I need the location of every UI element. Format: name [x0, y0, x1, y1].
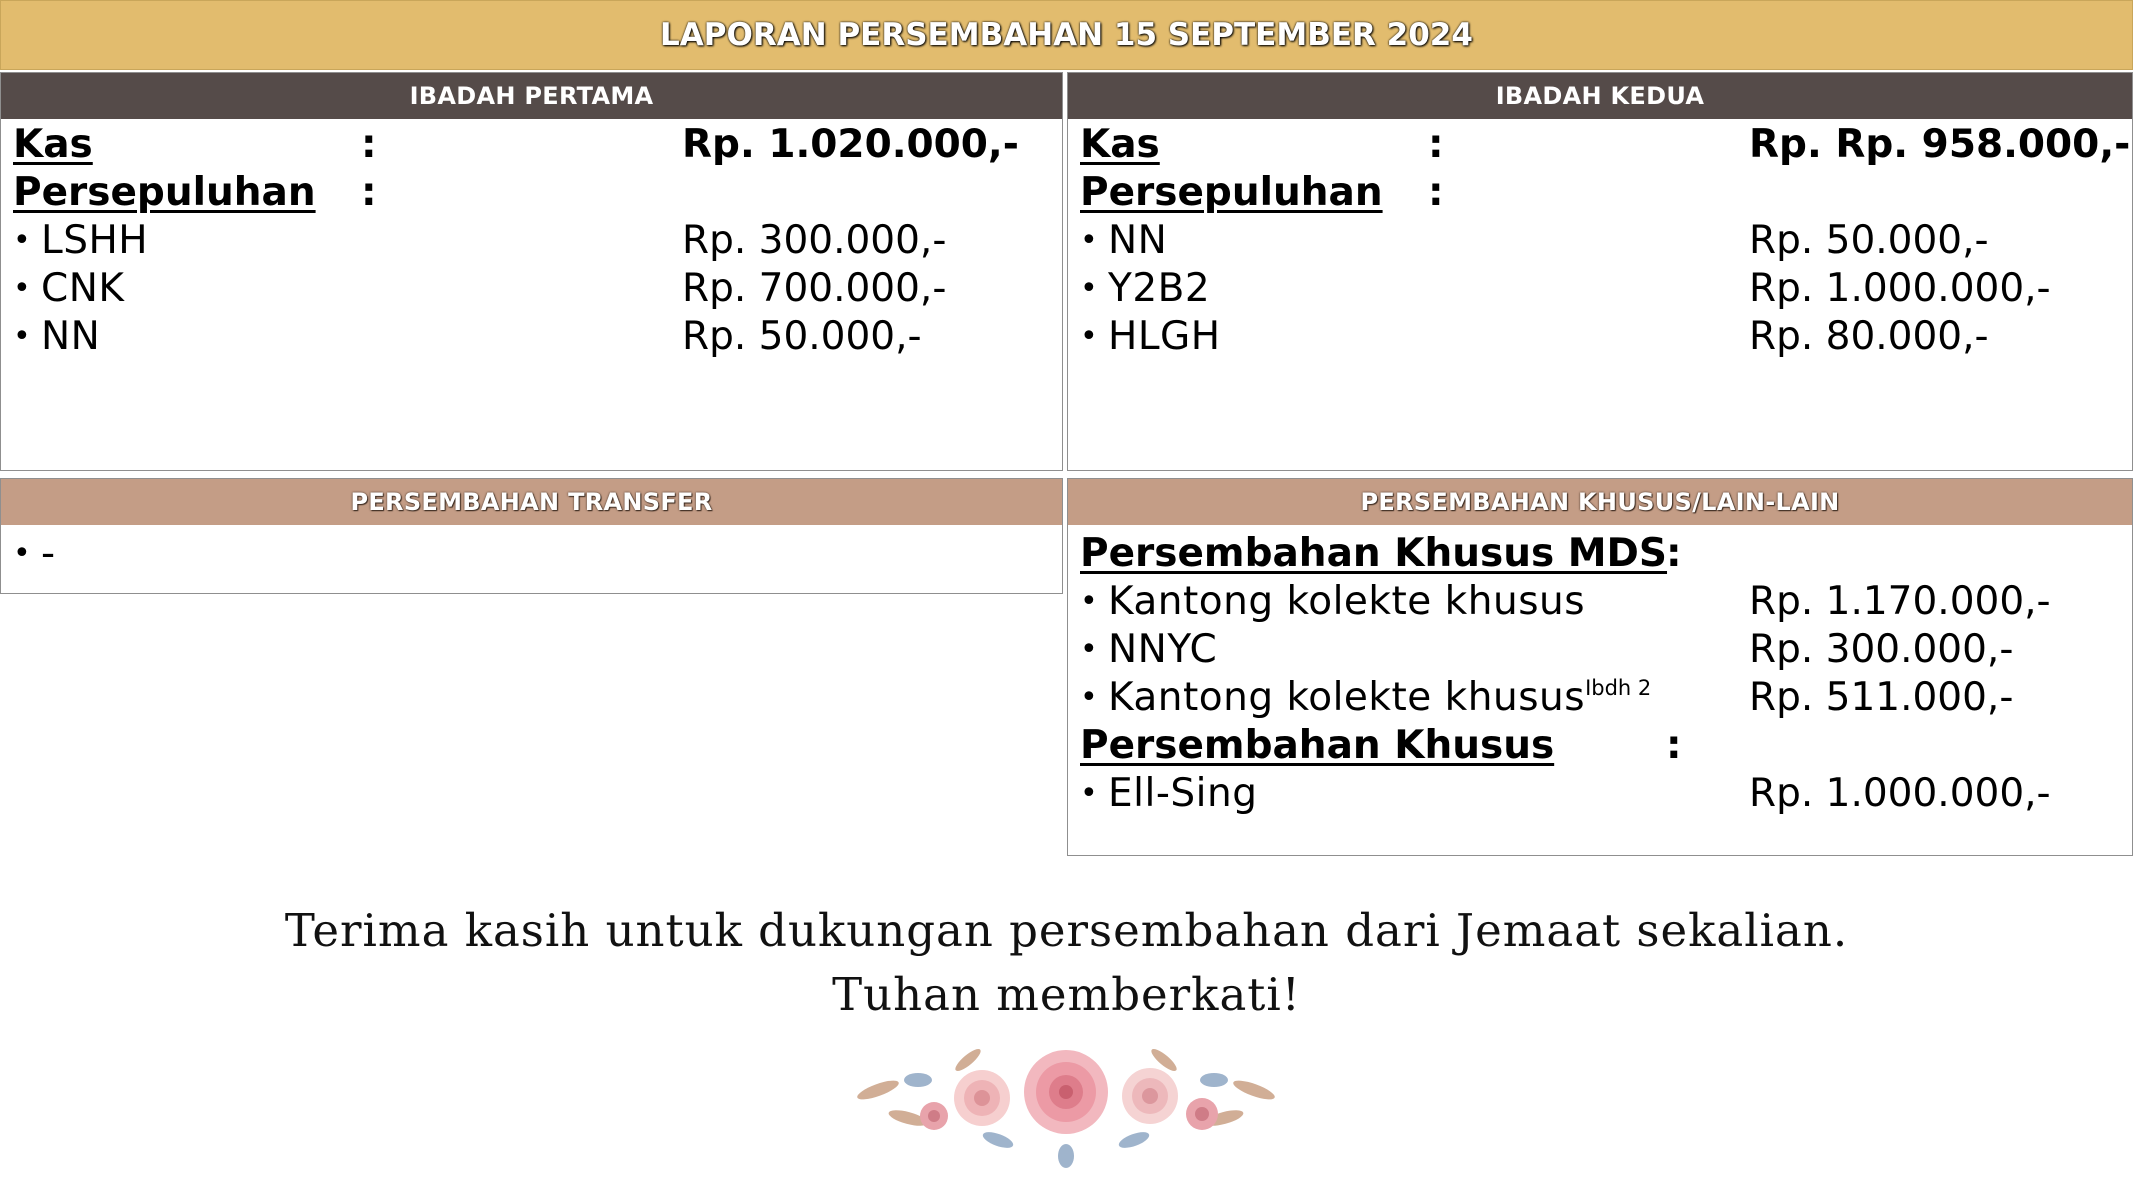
bullet-icon: •	[1080, 584, 1098, 619]
item-amount: Rp. 1.000.000,-	[1749, 266, 2051, 311]
kas-colon: :	[361, 122, 377, 167]
bullet-icon: •	[1080, 319, 1098, 354]
list-item	[1068, 578, 2132, 626]
khusus-mds-colon: :	[1666, 531, 1682, 576]
persepuluhan-label: Persepuluhan	[13, 170, 316, 215]
kas-row	[1, 121, 1062, 169]
list-item	[1, 265, 1062, 313]
bullet-icon: •	[13, 536, 31, 571]
panel-ibadah-kedua	[1067, 72, 2133, 471]
bullet-icon: •	[13, 271, 31, 306]
persepuluhan-row	[1, 169, 1062, 217]
panel-header-ibadah-pertama: IBADAH PERTAMA	[1, 73, 1062, 119]
item-amount: Rp. 1.000.000,-	[1749, 771, 2051, 816]
panel-ibadah-pertama	[0, 72, 1063, 471]
panel-khusus	[1067, 478, 2133, 856]
closing-line-2: Tuhan memberkati!	[832, 968, 1301, 1021]
khusus-colon: :	[1666, 723, 1682, 768]
panel-header-ibadah-kedua: IBADAH KEDUA	[1068, 73, 2132, 119]
item-name: Ell-Sing	[1108, 771, 1258, 816]
khusus-mds-label: Persembahan Khusus MDS	[1080, 531, 1668, 576]
list-item	[1068, 313, 2132, 361]
kas-colon: :	[1428, 122, 1444, 167]
item-name: LSHH	[41, 218, 149, 263]
kas-amount: Rp. Rp. 958.000,-	[1749, 122, 2131, 167]
panel-transfer	[0, 478, 1063, 594]
item-amount: Rp. 1.170.000,-	[1749, 579, 2051, 624]
list-item	[1068, 626, 2132, 674]
list-item	[1068, 674, 2132, 722]
item-amount: Rp. 700.000,-	[682, 266, 947, 311]
panel-header-khusus: PERSEMBAHAN KHUSUS/LAIN-LAIN	[1068, 479, 2132, 525]
persepuluhan-colon: :	[361, 170, 377, 215]
item-superscript: Ibdh 2	[1585, 676, 1652, 700]
item-name: HLGH	[1108, 314, 1221, 359]
item-name: NNYC	[1108, 627, 1218, 672]
persepuluhan-colon: :	[1428, 170, 1444, 215]
bullet-icon: •	[13, 319, 31, 354]
list-item	[1068, 770, 2132, 818]
khusus-label: Persembahan Khusus	[1080, 723, 1555, 768]
bullet-icon: •	[1080, 632, 1098, 667]
bullet-icon: •	[1080, 223, 1098, 258]
bullet-icon: •	[1080, 680, 1098, 715]
list-item	[1068, 265, 2132, 313]
item-name: CNK	[41, 266, 125, 311]
item-amount: Rp. 300.000,-	[682, 218, 947, 263]
kas-label: Kas	[13, 122, 93, 167]
item-name: Kantong kolekte khusus	[1108, 675, 1586, 720]
panel-header-transfer: PERSEMBAHAN TRANSFER	[1, 479, 1062, 525]
item-name: Y2B2	[1108, 266, 1211, 311]
kas-label: Kas	[1080, 122, 1160, 167]
item-amount: Rp. 511.000,-	[1749, 675, 2014, 720]
bullet-icon: •	[13, 223, 31, 258]
list-item	[1, 313, 1062, 361]
item-name: NN	[1108, 218, 1168, 263]
bullet-icon: •	[1080, 271, 1098, 306]
item-amount: Rp. 300.000,-	[1749, 627, 2014, 672]
list-item	[1068, 217, 2132, 265]
kas-row	[1068, 121, 2132, 169]
closing-line-1: Terima kasih untuk dukungan persembahan dari Jemaat sekalian.	[284, 904, 1849, 957]
list-item	[1, 217, 1062, 265]
item-name: -	[41, 531, 56, 576]
persepuluhan-row	[1068, 169, 2132, 217]
kas-amount: Rp. 1.020.000,-	[682, 122, 1019, 167]
khusus-row	[1068, 722, 2132, 770]
item-name: Kantong kolekte khusus	[1108, 579, 1586, 624]
khusus-mds-row	[1068, 530, 2132, 578]
item-name: NN	[41, 314, 101, 359]
item-amount: Rp. 50.000,-	[682, 314, 922, 359]
item-amount: Rp. 50.000,-	[1749, 218, 1989, 263]
report-title: LAPORAN PERSEMBAHAN 15 SEPTEMBER 2024	[0, 0, 2133, 70]
floral-ornament-icon	[848, 1040, 1284, 1170]
item-amount: Rp. 80.000,-	[1749, 314, 1989, 359]
persepuluhan-label: Persepuluhan	[1080, 170, 1383, 215]
list-item	[1, 530, 1062, 578]
bullet-icon: •	[1080, 776, 1098, 811]
